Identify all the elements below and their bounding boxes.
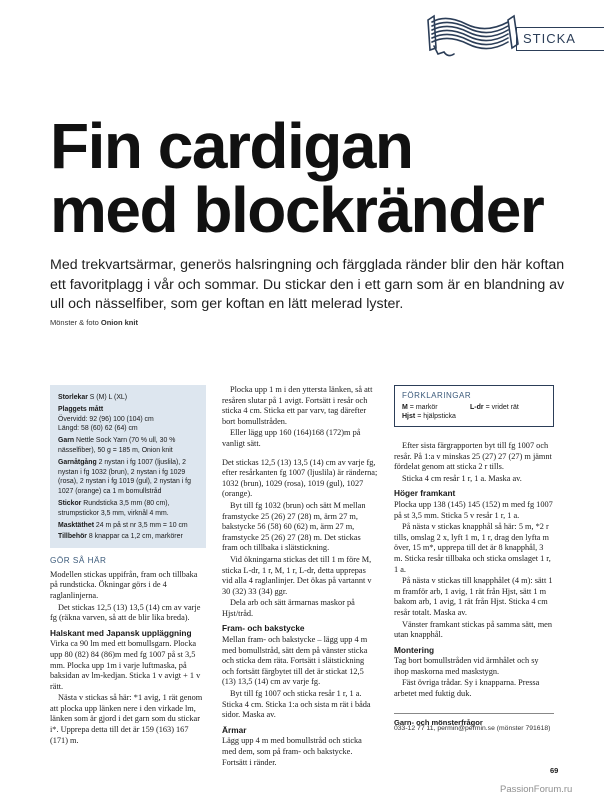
- spec-garn: Nettle Sock Yarn (70 % ull, 30 % nässelfiber), 50 g = 185 m, Onion knit: [58, 437, 176, 454]
- paragraph: Byt till fg 1032 (brun) och sätt M mellan framstycke 25 (26) 27 (28) m, ärm 27 m, bakstycke 56 (58) 60 (62) m, ärm 27 m, framstycke 25 (26) 27 (28) m. Det stickas fram och tillbaka i slätstickning.: [222, 500, 366, 553]
- paragraph: Nästa v stickas så här: *1 avig, 1 rät genom att plocka upp länken nere i den virkade lm, länken som är gjord i det garn som du stickar i*. Upprepa detta till det är 159 (163) 167 (171) m.: [50, 693, 203, 745]
- paragraph: Fäst övriga trådar. Sy i knapparna. Pressa arbetet med fuktig duk.: [394, 678, 540, 699]
- legend-m: M: [402, 404, 408, 411]
- legend-m-text: = markör: [409, 404, 438, 411]
- legend-hjst: Hjst: [402, 413, 416, 420]
- paragraph: Modellen stickas uppifrån, fram och tillbaka på rundsticka. Ökningar görs i de 4 raglanlinjerna.: [50, 569, 198, 600]
- subheading-fram-bak: Fram- och bakstycke: [222, 623, 305, 634]
- subheading-hoger-framkant: Höger framkant: [394, 488, 456, 499]
- yarn-questions-heading: Garn- och mönsterfrågor: [394, 713, 554, 727]
- column-1: [50, 385, 206, 747]
- paragraph: Det stickas 12,5 (13) 13,5 (14) cm av varje fg (räkna varven, så att de blir lika breda).: [50, 602, 201, 623]
- page-title: [50, 110, 570, 246]
- paragraph: Plocka upp 1 m i den yttersta länken, så att resåren slutar på 1 avigt. Fortsätt i resår och sticka 4 cm. Sticka ett par varv, tag därefter bort bomullstråden.: [222, 385, 373, 426]
- column-3: [394, 385, 554, 701]
- section-heading-gor-sa-har: GÖR SÅ HÄR: [50, 556, 107, 566]
- paragraph: Eller lägg upp 160 (164)168 (172)m på vanligt sätt.: [222, 428, 361, 448]
- paragraph: Det stickas 12,5 (13) 13,5 (14) cm av varje fg, efter resårkanten fg 1007 (ljuslila) är ränderna; 1032 (brun), 1029 (rosa), 1019 (gul), 1027 (orange).: [222, 457, 378, 499]
- paragraph: Lägg upp 4 m med bomullstråd och sticka med dem, som på fram- och bakstycke. Fortsätt i ränder.: [222, 736, 362, 767]
- spec-overvidd: Övervidd: 92 (96) 100 (104) cm: [58, 415, 154, 423]
- paragraph: Sticka 4 cm resår 1 r, 1 a. Maska av.: [402, 473, 522, 483]
- spec-label-masktathet: Masktäthet: [58, 521, 94, 529]
- legend-ldr: L-dr: [470, 404, 484, 411]
- credit-line: [50, 318, 138, 327]
- title-line-1: Fin cardigan: [50, 110, 413, 182]
- watermark: PassionForum.ru: [500, 784, 573, 795]
- spec-label-garnatgang: Garnåtgång: [58, 458, 97, 466]
- spec-label-garn: Garn: [58, 437, 75, 445]
- credit-name: Onion knit: [100, 318, 138, 327]
- legend-ldr-text: = vridet rät: [485, 404, 519, 411]
- paragraph: Dela arb och sätt ärmarnas maskor på Hjst/tråd.: [222, 598, 355, 618]
- title-line-2: med blockränder: [50, 174, 544, 246]
- yarn-skein-icon: [426, 8, 522, 60]
- subheading-montering: Montering: [394, 644, 435, 655]
- paragraph: På nästa v stickas knapphål så här: 5 m, *2 r tills, omslag 2 x, lyft 1 m, 1 r, drag den lyfta m över, 15 m*, upprepa till det är 8 knapphål, 3 m. Sticka resår tillbaka och sticka omslaget 1 r, 1 a.: [394, 522, 551, 574]
- spec-label-matt: Plaggets mått: [58, 405, 104, 413]
- subheading-armar: Ärmar: [222, 724, 247, 735]
- paragraph: Vänster framkant stickas på samma sätt, men utan knapphål.: [394, 619, 552, 640]
- yarn-questions-contact: 033-12 77 11, permin@permin.se (mönster 791618): [394, 725, 551, 732]
- spec-label-stickor: Stickor: [58, 499, 82, 507]
- spec-label-tillbehor: Tillbehör: [58, 533, 87, 541]
- paragraph: Vid ökningarna stickas det till 1 m före M, sticka L-dr, 1 r, M, 1 r, L-dr, detta upprepas vid alla 4 raglanlinjer. Det ökas på vartannt v 30 (32) 33 (34) ggr.: [222, 554, 372, 596]
- spec-masktathet: 24 m på st nr 3,5 mm = 10 cm: [95, 521, 188, 529]
- ingress: Med trekvartsärmar, generös halsringning och färgglada ränder blir den här koftan ett favoritplagg i vår och sommar. Du stickar den i ett garn som är en blandning av ull och nässelfiber, som ger koftan en lätt melerad lyster.: [50, 257, 565, 312]
- paragraph: På nästa v stickas till knapphålet (4 m): sätt 1 m framför arb, 1 avig, 1 rät från Hjst, sätt 1 m bakom arb, 1 avig, 1 rät från Hjst. Sticka 4 cm resår totalt. Maska av.: [394, 576, 553, 617]
- paragraph: Plocka upp 138 (145) 145 (152) m med fg 1007 på st 3,5 mm. Sticka 5 v resår 1 r, 1 a.: [394, 499, 553, 520]
- spec-tillbehor: 8 knappar ca 1,2 cm, markörer: [88, 533, 183, 541]
- legend-box: [394, 385, 554, 427]
- spec-garnatgang: 2 nystan i fg 1007 (ljuslila), 2 nystan i fg 1032 (brun), 2 nystan i fg 1029 (rosa), 2 nystan i fg 1019 (gul), 2 nystan i fg 1027 (orange) ca 1 m bomullstråd: [58, 458, 191, 496]
- legend-hjst-text: = hjälpsticka: [417, 413, 456, 420]
- page-number: 69: [550, 766, 559, 775]
- paragraph: Byt till fg 1007 och sticka resår 1 r, 1 a. Sticka 4 cm. Sticka 1:a och sista m rät i båda sidor. Maska av.: [222, 689, 371, 720]
- spec-label-storlekar: Storlekar: [58, 394, 88, 401]
- paragraph: Mellan fram- och bakstycke – lägg upp 4 m med bomullstråd, sätt dem på vänster sticka och sticka dem räta. Fortsätt i slätstickning och fortsätt färgbytet till det är stickat 12,5 (13) 13,5 (14) cm av varje fg.: [222, 635, 368, 687]
- legend-heading: FÖRKLARINGAR: [402, 391, 472, 400]
- paragraph: Efter sista färgrapporten byt till fg 1007 och resår. På 1:a v minskas 25 (27) 27 (27) m jämnt fördelat genom att sticka 2 r tills.: [394, 441, 552, 472]
- subheading-halskant: Halskant med Japansk uppläggning: [50, 627, 192, 638]
- paragraph: Tag bort bomullstråden vid ärmhålet och sy ihop maskorna med maskstygn.: [394, 656, 539, 676]
- spec-langd: Längd: 58 (60) 62 (64) cm: [58, 425, 138, 433]
- spec-stickor: Rundsticka 3,5 mm (80 cm), strumpstickor 3,5 mm, virknål 4 mm.: [58, 499, 170, 517]
- section-tag: STICKA: [516, 27, 604, 51]
- paragraph: Virka ca 90 lm med ett bomullsgarn. Plocka upp 80 (82) 84 (86)m med fg 1007 på st 3,5 mm. Plocka upp 1m i varje luftmaska, på baksidan av lm-kedjan. Sticka 1 v avigt + 1 v rätt.: [50, 639, 201, 691]
- credit-prefix: Mönster & foto: [50, 318, 99, 327]
- column-2: [222, 385, 378, 769]
- spec-box: [50, 385, 206, 548]
- spec-storlekar: S (M) L (XL): [89, 394, 128, 401]
